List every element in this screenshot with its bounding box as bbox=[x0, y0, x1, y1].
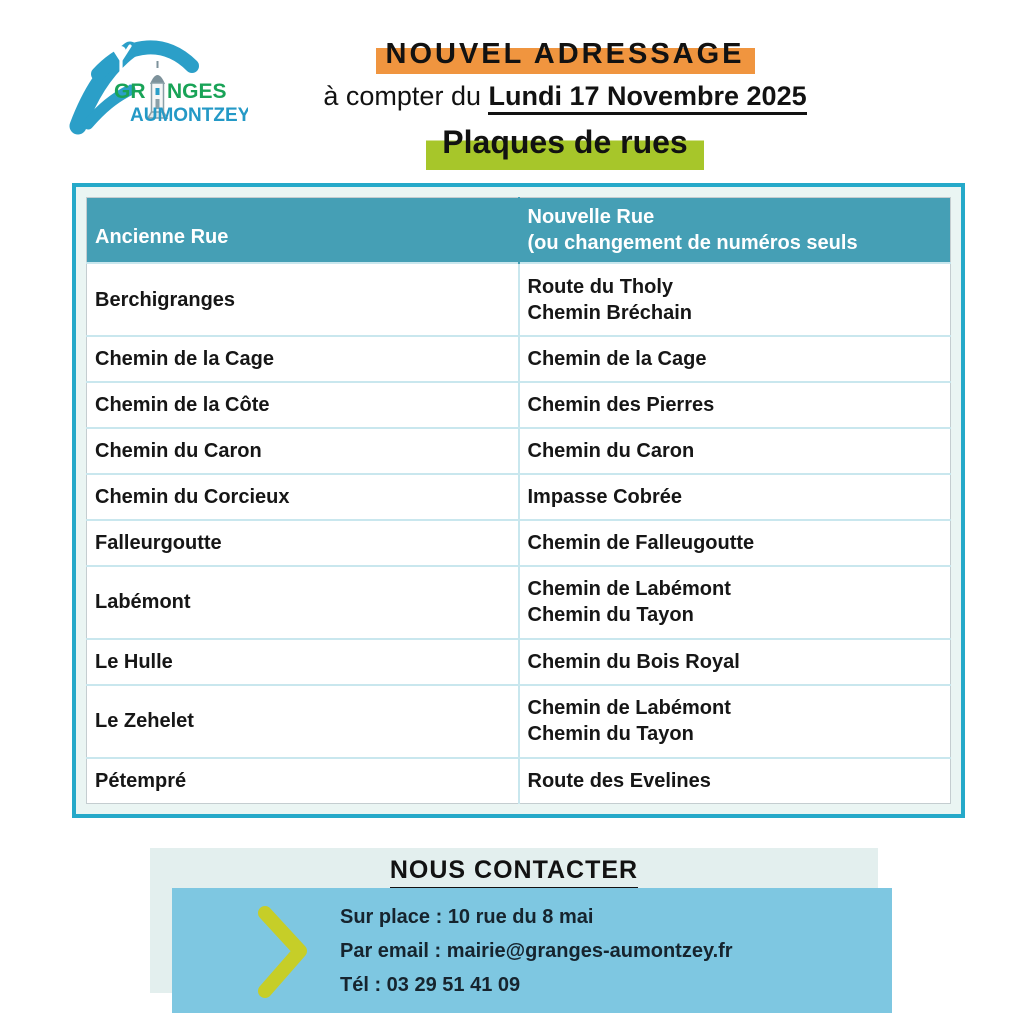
old-street-cell: Le Hulle bbox=[87, 639, 519, 685]
table-row bbox=[87, 566, 951, 639]
old-street-cell: Labémont bbox=[87, 566, 519, 639]
column-header-new-street: Nouvelle Rue (ou changement de numéros seuls bbox=[519, 198, 951, 264]
header-block bbox=[240, 38, 890, 170]
table-row bbox=[87, 520, 951, 566]
contact-heading: NOUS CONTACTER bbox=[390, 856, 638, 890]
new-street-cell: Chemin des Pierres bbox=[519, 382, 951, 428]
new-street-cell: Route du Tholy Chemin Bréchain bbox=[519, 263, 951, 336]
logo-text-granges: GR bbox=[114, 80, 146, 103]
column-header-old-street: Ancienne Rue bbox=[87, 198, 519, 264]
logo-text-aumontzey: AUMONTZEY bbox=[130, 105, 248, 126]
chevron-right-icon bbox=[252, 901, 314, 1001]
contact-line: Sur place : 10 rue du 8 mai bbox=[340, 905, 594, 928]
table-row bbox=[87, 474, 951, 520]
table-row bbox=[87, 639, 951, 685]
effective-date: Lundi 17 Novembre 2025 bbox=[488, 81, 806, 115]
table-row bbox=[87, 382, 951, 428]
svg-text:NGES: NGES bbox=[167, 80, 227, 103]
commune-logo-graphic bbox=[58, 24, 248, 139]
new-street-cell: Chemin de Labémont Chemin du Tayon bbox=[519, 566, 951, 639]
old-street-cell: Le Zehelet bbox=[87, 685, 519, 758]
commune-logo bbox=[58, 24, 248, 139]
new-street-cell: Chemin du Caron bbox=[519, 428, 951, 474]
new-street-cell: Route des Evelines bbox=[519, 758, 951, 803]
table-row bbox=[87, 758, 951, 803]
new-street-cell: Chemin du Bois Royal bbox=[519, 639, 951, 685]
old-street-cell: Chemin du Caron bbox=[87, 428, 519, 474]
new-street-cell: Impasse Cobrée bbox=[519, 474, 951, 520]
old-street-cell: Chemin de la Cage bbox=[87, 336, 519, 382]
table-row bbox=[87, 263, 951, 336]
contact-line: Tél : 03 29 51 41 09 bbox=[340, 973, 521, 996]
table-row bbox=[87, 428, 951, 474]
section-title: Plaques de rues bbox=[426, 124, 703, 170]
old-street-cell: Pétempré bbox=[87, 758, 519, 803]
table-row bbox=[87, 685, 951, 758]
new-street-cell: Chemin de la Cage bbox=[519, 336, 951, 382]
old-street-cell: Chemin du Corcieux bbox=[87, 474, 519, 520]
table-header-row bbox=[87, 198, 951, 264]
contact-lines bbox=[340, 900, 733, 1002]
date-prefix: à compter du bbox=[323, 81, 489, 111]
old-street-cell: Falleurgoutte bbox=[87, 520, 519, 566]
contact-info-box bbox=[172, 888, 892, 1013]
street-renaming-table bbox=[86, 197, 951, 804]
table-row bbox=[87, 336, 951, 382]
old-street-cell: Berchigranges bbox=[87, 263, 519, 336]
page-title: NOUVEL ADRESSAGE bbox=[376, 38, 755, 74]
effective-date-line bbox=[240, 81, 890, 112]
street-table-body bbox=[87, 263, 951, 804]
new-street-cell: Chemin de Labémont Chemin du Tayon bbox=[519, 685, 951, 758]
logo-swoosh-top bbox=[98, 47, 192, 74]
contact-line: Par email : mairie@granges-aumontzey.fr bbox=[340, 939, 733, 962]
old-street-cell: Chemin de la Côte bbox=[87, 382, 519, 428]
new-street-cell: Chemin de Falleugoutte bbox=[519, 520, 951, 566]
street-table-frame bbox=[72, 183, 965, 818]
